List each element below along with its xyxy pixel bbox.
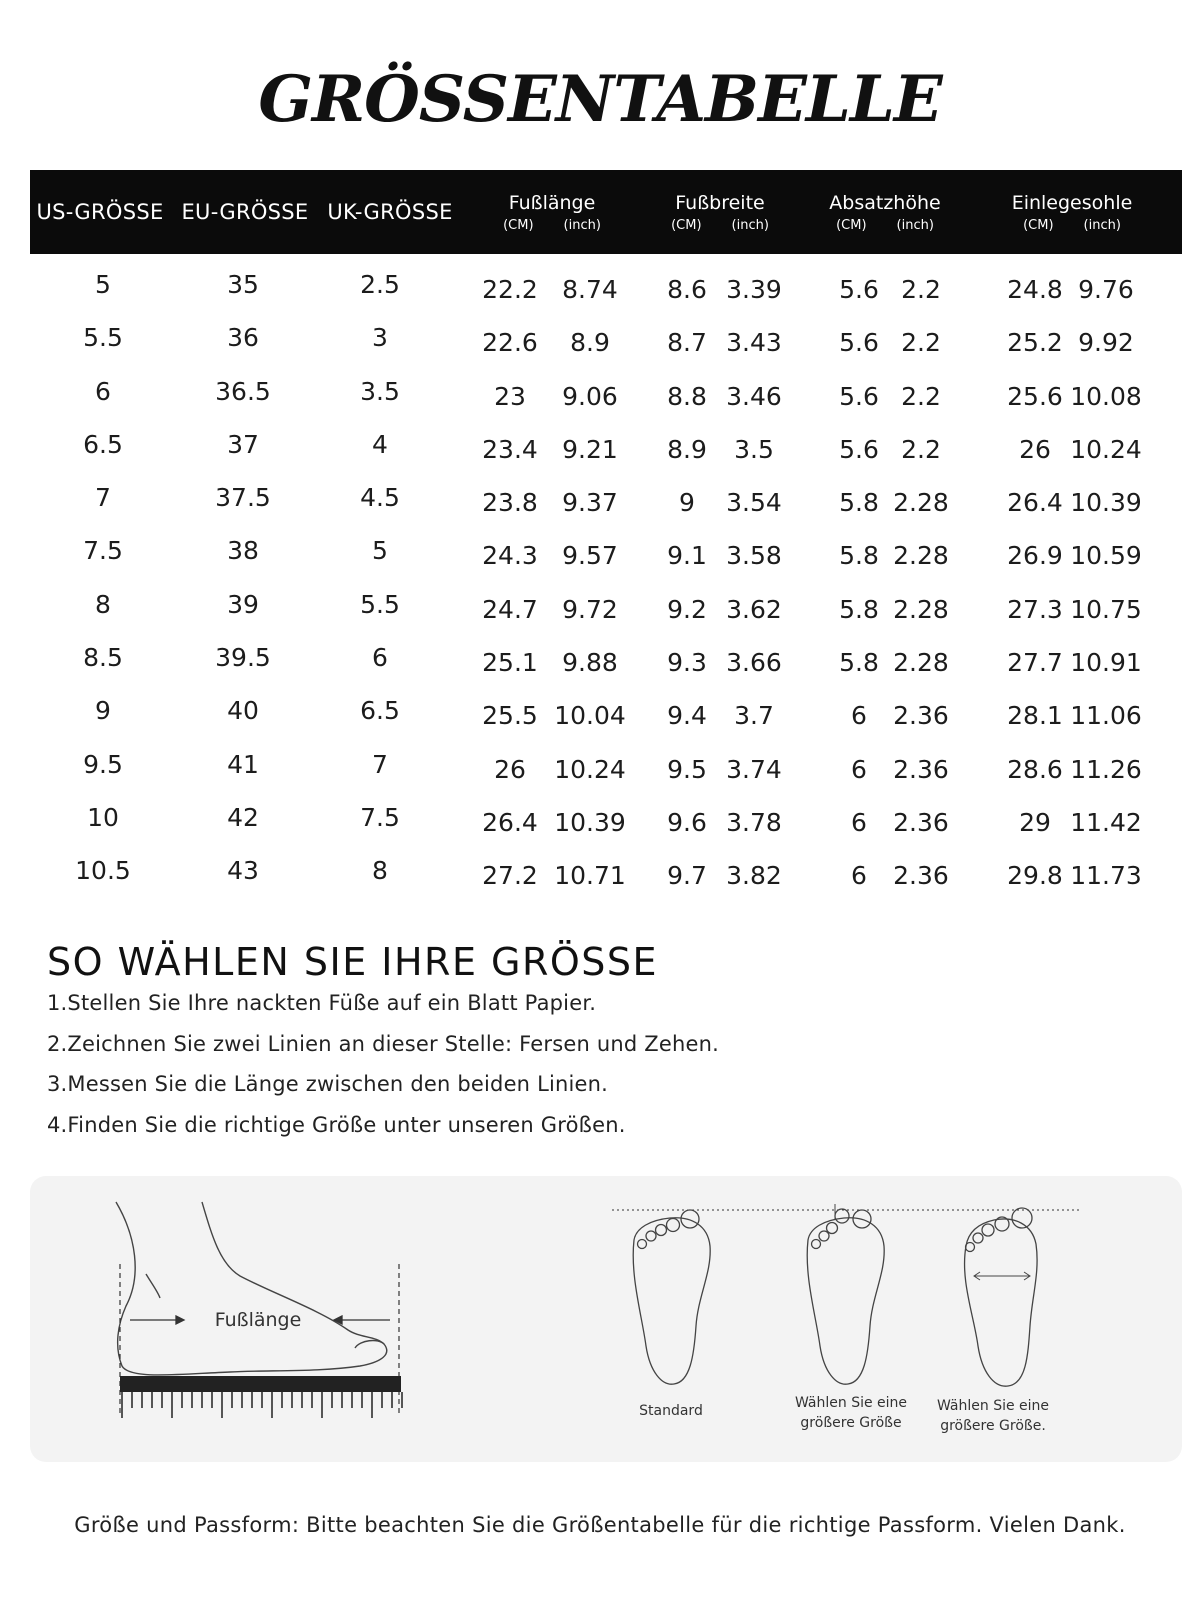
table-cell: 3.5 xyxy=(360,376,400,406)
table-cell: 27.3 xyxy=(1007,594,1063,624)
table-cell: 6.5 xyxy=(83,429,123,459)
table-cell: 11.06 xyxy=(1070,701,1142,731)
unit-cm: (CM) xyxy=(671,217,702,233)
table-cell: 9.06 xyxy=(562,381,618,411)
table-cell: 3.46 xyxy=(726,381,782,411)
table-row xyxy=(30,631,1182,684)
measure-diagram-panel xyxy=(30,1176,1182,1462)
table-cell: 2.36 xyxy=(893,701,949,731)
table-cell: 26 xyxy=(494,754,526,784)
table-cell: 38 xyxy=(227,536,259,566)
table-row xyxy=(30,578,1182,631)
header-insole-label: Einlegesohle xyxy=(1011,191,1133,214)
table-cell: 10 xyxy=(87,802,119,832)
table-cell: 10.24 xyxy=(554,754,626,784)
howto-step: 2.Zeichnen Sie zwei Linien an dieser Stelle: Fersen und Zehen. xyxy=(47,1031,720,1056)
wide-foot-icon xyxy=(965,1208,1038,1386)
table-row xyxy=(30,791,1182,844)
table-cell: 9.72 xyxy=(562,594,618,624)
table-cell: 8.6 xyxy=(667,275,707,304)
table-cell: 5.6 xyxy=(839,275,879,304)
table-cell: 9.4 xyxy=(667,701,707,731)
howto-step: 3.Messen Sie die Länge zwischen den beiden Linien. xyxy=(47,1072,609,1096)
table-cell: 2.36 xyxy=(893,861,949,891)
larger-size-label-2-line2: größere Größe. xyxy=(940,1418,1046,1434)
table-cell: 9.76 xyxy=(1078,275,1134,304)
table-cell: 29 xyxy=(1019,807,1051,837)
table-cell: 3.43 xyxy=(726,328,782,358)
unit-inch: (inch) xyxy=(896,217,934,233)
table-header xyxy=(30,170,1182,254)
table-cell: 9.3 xyxy=(667,648,707,678)
table-cell: 5.6 xyxy=(839,381,879,411)
table-cell: 5.8 xyxy=(839,541,879,571)
ruler xyxy=(120,1376,402,1418)
table-cell: 2.2 xyxy=(901,328,941,358)
larger-size-label-2-line1: Wählen Sie eine xyxy=(936,1398,1050,1414)
table-body xyxy=(30,258,1182,898)
table-cell: 10.24 xyxy=(1070,434,1142,464)
table-cell: 25.6 xyxy=(1007,381,1063,411)
header-foot-length-label: Fußlänge xyxy=(508,191,596,214)
table-cell: 3.62 xyxy=(726,594,782,624)
table-cell: 6 xyxy=(372,643,388,673)
table-cell: 8.8 xyxy=(667,381,707,411)
table-cell: 23 xyxy=(494,381,526,411)
table-cell: 9.7 xyxy=(667,861,707,891)
table-cell: 28.1 xyxy=(1007,701,1063,731)
table-cell: 39 xyxy=(227,589,259,619)
table-cell: 5.6 xyxy=(839,434,879,464)
table-cell: 5 xyxy=(372,536,388,566)
table-row xyxy=(30,524,1182,577)
standard-label: Standard xyxy=(639,1403,703,1419)
table-cell: 37.5 xyxy=(215,483,271,513)
table-cell: 8 xyxy=(372,856,388,886)
header-eu-size xyxy=(175,170,315,254)
table-cell: 8.5 xyxy=(83,643,123,673)
table-cell: 9.37 xyxy=(562,488,618,518)
table-row xyxy=(30,844,1182,897)
page-title: GRÖSSENTABELLE xyxy=(258,62,942,137)
header-heel-height xyxy=(823,170,947,254)
size-table xyxy=(30,170,1182,898)
header-us-size xyxy=(30,170,170,254)
table-cell: 43 xyxy=(227,856,259,886)
table-cell: 36 xyxy=(227,323,259,353)
table-cell: 3.74 xyxy=(726,754,782,784)
table-cell: 4.5 xyxy=(360,483,400,513)
footer-note: Größe und Passform: Bitte beachten Sie die Größentabelle für die richtige Passform. Vielen Dank. xyxy=(74,1513,1126,1537)
table-cell: 6 xyxy=(851,701,867,731)
table-cell: 7 xyxy=(372,749,388,779)
table-cell: 41 xyxy=(227,749,259,779)
table-cell: 9 xyxy=(679,488,695,518)
howto-steps xyxy=(47,990,719,1152)
table-cell: 36.5 xyxy=(215,376,271,406)
table-row xyxy=(30,738,1182,791)
table-cell: 3.39 xyxy=(726,275,782,304)
table-row xyxy=(30,471,1182,524)
foot-length-label: Fußlänge xyxy=(214,1309,302,1331)
table-cell: 9.5 xyxy=(667,754,707,784)
table-cell: 10.59 xyxy=(1070,541,1142,571)
header-uk-label: UK-GRÖSSE xyxy=(327,200,453,224)
table-cell: 6 xyxy=(851,754,867,784)
table-cell: 10.04 xyxy=(554,701,626,731)
table-cell: 22.6 xyxy=(482,328,538,358)
table-cell: 9.88 xyxy=(562,648,618,678)
header-heel-height-label: Absatzhöhe xyxy=(829,191,941,214)
header-foot-width xyxy=(658,170,782,254)
table-cell: 10.39 xyxy=(554,807,626,837)
table-cell: 24.8 xyxy=(1007,275,1063,304)
table-cell: 8.74 xyxy=(562,275,618,304)
header-eu-label: EU-GRÖSSE xyxy=(181,200,309,224)
table-cell: 37 xyxy=(227,429,259,459)
table-cell: 9.21 xyxy=(562,434,618,464)
table-cell: 9 xyxy=(95,696,111,726)
table-cell: 3.5 xyxy=(734,434,774,464)
table-cell: 5.5 xyxy=(360,589,400,619)
table-cell: 2.28 xyxy=(893,541,949,571)
table-cell: 23.4 xyxy=(482,434,538,464)
table-cell: 9.2 xyxy=(667,594,707,624)
side-foot-illustration xyxy=(116,1202,387,1375)
table-cell: 7.5 xyxy=(360,802,400,832)
header-insole xyxy=(1000,170,1144,254)
table-cell: 27.7 xyxy=(1007,648,1063,678)
header-foot-width-label: Fußbreite xyxy=(675,191,765,214)
table-cell: 26.4 xyxy=(1007,488,1063,518)
table-cell: 2.2 xyxy=(901,434,941,464)
table-cell: 11.42 xyxy=(1070,807,1142,837)
table-cell: 2.28 xyxy=(893,648,949,678)
table-row xyxy=(30,365,1182,418)
standard-foot-icon xyxy=(633,1210,710,1384)
table-cell: 3 xyxy=(372,323,388,353)
unit-inch: (inch) xyxy=(563,217,601,233)
table-cell: 26.9 xyxy=(1007,541,1063,571)
table-cell: 6 xyxy=(851,807,867,837)
howto-step: 4.Finden Sie die richtige Größe unter unseren Größen. xyxy=(47,1112,626,1137)
table-cell: 35 xyxy=(227,270,259,299)
header-foot-length xyxy=(490,170,614,254)
larger-size-label-1-line1: Wählen Sie eine xyxy=(794,1395,908,1411)
table-cell: 10.5 xyxy=(75,856,131,886)
table-cell: 39.5 xyxy=(215,643,271,673)
table-cell: 5.8 xyxy=(839,594,879,624)
table-cell: 3.7 xyxy=(734,701,774,731)
table-cell: 8.9 xyxy=(667,434,707,464)
table-cell: 24.7 xyxy=(482,594,538,624)
unit-inch: (inch) xyxy=(1083,217,1121,233)
table-cell: 8.7 xyxy=(667,328,707,358)
table-cell: 9.92 xyxy=(1078,328,1134,358)
table-cell: 27.2 xyxy=(482,861,538,891)
long-toe-foot-icon xyxy=(807,1204,884,1384)
table-cell: 6 xyxy=(851,861,867,891)
table-cell: 3.54 xyxy=(726,488,782,518)
table-cell: 5.5 xyxy=(83,323,123,353)
table-cell: 8 xyxy=(95,589,111,619)
unit-inch: (inch) xyxy=(731,217,769,233)
larger-size-label-1-line2: größere Größe xyxy=(800,1415,902,1431)
table-cell: 2.28 xyxy=(893,488,949,518)
table-cell: 25.1 xyxy=(482,648,538,678)
table-cell: 3.82 xyxy=(726,861,782,891)
table-cell: 25.2 xyxy=(1007,328,1063,358)
table-cell: 10.08 xyxy=(1070,381,1142,411)
table-cell: 7 xyxy=(95,483,111,513)
unit-cm: (CM) xyxy=(1023,217,1054,233)
table-cell: 7.5 xyxy=(83,536,123,566)
table-row xyxy=(30,684,1182,737)
table-cell: 24.3 xyxy=(482,541,538,571)
header-uk-size xyxy=(320,170,460,254)
table-cell: 3.58 xyxy=(726,541,782,571)
table-cell: 11.73 xyxy=(1070,861,1142,891)
howto-step: 1.Stellen Sie Ihre nackten Füße auf ein Blatt Papier. xyxy=(47,991,597,1015)
table-cell: 6.5 xyxy=(360,696,400,726)
header-us-label: US-GRÖSSE xyxy=(36,200,164,224)
table-cell: 5.6 xyxy=(839,328,879,358)
table-cell: 5.8 xyxy=(839,488,879,518)
table-cell: 28.6 xyxy=(1007,754,1063,784)
table-cell: 42 xyxy=(227,802,259,832)
howto-title: SO WÄHLEN SIE IHRE GRÖSSE xyxy=(47,940,659,984)
table-cell: 2.36 xyxy=(893,807,949,837)
table-cell: 25.5 xyxy=(482,701,538,731)
table-cell: 5.8 xyxy=(839,648,879,678)
unit-cm: (CM) xyxy=(836,217,867,233)
table-cell: 29.8 xyxy=(1007,861,1063,891)
table-cell: 10.91 xyxy=(1070,648,1142,678)
table-row xyxy=(30,418,1182,471)
table-cell: 10.39 xyxy=(1070,488,1142,518)
table-row xyxy=(30,258,1182,311)
unit-cm: (CM) xyxy=(503,217,534,233)
table-cell: 9.57 xyxy=(562,541,618,571)
table-cell: 3.78 xyxy=(726,807,782,837)
table-cell: 3.66 xyxy=(726,648,782,678)
table-cell: 10.71 xyxy=(554,861,626,891)
table-cell: 40 xyxy=(227,696,259,726)
table-cell: 4 xyxy=(372,429,388,459)
table-cell: 9.1 xyxy=(667,541,707,571)
table-cell: 6 xyxy=(95,376,111,406)
table-cell: 2.5 xyxy=(360,270,400,299)
table-cell: 11.26 xyxy=(1070,754,1142,784)
table-cell: 8.9 xyxy=(570,328,610,358)
table-cell: 5 xyxy=(95,270,111,299)
table-cell: 9.5 xyxy=(83,749,123,779)
table-cell: 26.4 xyxy=(482,807,538,837)
table-cell: 26 xyxy=(1019,434,1051,464)
table-cell: 23.8 xyxy=(482,488,538,518)
table-cell: 2.2 xyxy=(901,381,941,411)
table-cell: 2.28 xyxy=(893,594,949,624)
measure-diagram xyxy=(30,1176,1182,1462)
table-row xyxy=(30,311,1182,364)
table-cell: 22.2 xyxy=(482,275,538,304)
table-cell: 10.75 xyxy=(1070,594,1142,624)
table-cell: 2.2 xyxy=(901,275,941,304)
table-cell: 2.36 xyxy=(893,754,949,784)
table-cell: 9.6 xyxy=(667,807,707,837)
